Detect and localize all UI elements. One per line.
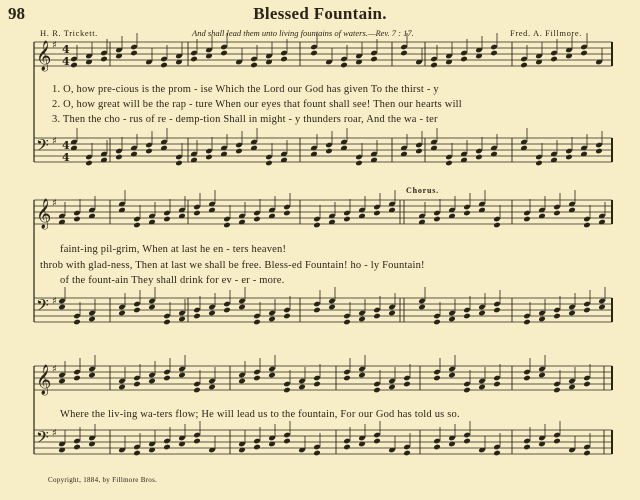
note-head [343,216,351,223]
note-head [100,56,108,63]
key-signature-sharp: ♯ [52,198,57,209]
time-signature-top: 4 [62,139,70,152]
note-head [373,313,381,320]
note-head [253,375,261,382]
note-head [178,372,186,379]
note-head [433,216,441,223]
lyric-line-s1-v1: 1. O, how pre-cious is the prom - ise Which the Lord our God has given To the thirst - y [52,84,439,95]
note-head [253,444,261,451]
lyricist-credit: H. R. Trickett. [40,28,98,38]
key-signature-sharp: ♯ [52,40,57,51]
note-head [583,381,591,388]
note-head [58,304,66,311]
note-head [223,222,231,229]
note-head [430,62,438,69]
note-head [238,304,246,311]
note-head [310,50,318,57]
note-head [403,450,411,457]
note-head [433,444,441,451]
note-head [253,216,261,223]
note-head [88,316,96,323]
note-head [193,387,201,394]
note-head [475,154,483,161]
treble-clef: 𝄞 [36,365,52,395]
note-head [298,384,306,391]
note-head [418,304,426,311]
note-head [130,50,138,57]
note-head [388,384,396,391]
note-head [433,319,441,326]
note-head [565,154,573,161]
note-head [598,304,606,311]
note-head [175,160,183,167]
note-head [523,216,531,223]
note-head [340,62,348,69]
note-head [523,319,531,326]
note-head [388,310,396,317]
bass-clef: 𝄢 [36,135,49,159]
note-head [133,450,141,457]
note-head [580,50,588,57]
note-head [448,316,456,323]
note-head [223,307,231,314]
song-title: Blessed Fountain. [253,4,387,23]
note-head [145,148,153,155]
note-head [193,313,201,320]
note-head [73,216,81,223]
note-head [235,148,243,155]
note-head [133,381,141,388]
note-head [583,222,591,229]
treble-clef: 𝄞 [36,199,52,229]
note-head [538,316,546,323]
note-head [553,313,561,320]
chorus-label: Chorus. [406,186,439,195]
lyric-line-s1-v3: 3. Then the cho - rus of re - demp-tion Shall in might - y thunders roar, And the wa - ter [52,114,438,125]
note-head [58,378,66,385]
note-head [73,319,81,326]
note-head [568,384,576,391]
note-head [445,160,453,167]
note-head [568,310,576,317]
note-head [163,444,171,451]
note-head [118,384,126,391]
note-head [433,375,441,382]
note-head [493,222,501,229]
lyric-line-s2-v1: faint-ing pil-grim, When at last he en - ters heaven! [60,244,287,255]
key-signature-sharp: ♯ [52,428,57,439]
note-head [163,319,171,326]
lyric-line-s1-v2: 2. O, how great will be the rap - ture When our eyes that fount shall see! Then our hearts will [52,99,462,110]
note-head [163,216,171,223]
key-signature-sharp: ♯ [52,296,57,307]
note-head [148,378,156,385]
note-head [283,313,291,320]
note-head [343,319,351,326]
note-head [583,450,591,457]
note-head [313,450,321,457]
note-head [343,444,351,451]
scripture-epigraph: And shall lead them unto living fountains of waters.—Rev. 7 : 17. [192,28,414,38]
time-signature-bottom: 4 [62,151,70,164]
note-head [280,56,288,63]
note-head [253,319,261,326]
note-head [373,438,381,445]
note-head [550,56,558,63]
note-head [463,210,471,217]
note-head [373,387,381,394]
note-head [493,450,501,457]
time-signature-bottom: 4 [62,55,70,68]
note-head [208,384,216,391]
note-head [283,387,291,394]
bass-clef: 𝄢 [36,427,49,451]
note-head [220,50,228,57]
note-head [520,62,528,69]
key-signature-sharp: ♯ [52,364,57,375]
note-head [373,210,381,217]
note-head [463,313,471,320]
note-head [313,222,321,229]
note-head [73,375,81,382]
note-head [463,438,471,445]
note-head [343,375,351,382]
lyric-line-s3-v1: Where the liv-ing wa-ters flow; He will lead us to the fountain, For our God has told us so. [60,409,460,420]
note-head [268,316,276,323]
lyric-line-s2-v2: throb with glad-ness, Then at last we shall be free. Bless-ed Fountain! ho - ly Fountain! [40,260,425,271]
lyric-line-s2-v3: of the fount-ain They shall drink for ev - er - more. [60,275,285,286]
note-head [85,160,93,167]
note-head [265,160,273,167]
copyright-notice: Copyright, 1884, by Fillmore Bros. [48,476,158,484]
note-head [358,316,366,323]
note-head [493,381,501,388]
note-head [553,210,561,217]
note-head [553,387,561,394]
time-signature-top: 4 [62,43,70,56]
note-head [73,444,81,451]
note-head [133,307,141,314]
note-head [148,304,156,311]
note-head [133,222,141,229]
note-head [370,56,378,63]
note-head [478,310,486,317]
key-signature-sharp: ♯ [52,136,57,147]
note-head [160,62,168,69]
note-head [325,148,333,155]
note-head [88,372,96,379]
note-head [193,210,201,217]
note-head [403,381,411,388]
note-head [400,50,408,57]
note-head [523,444,531,451]
note-head [178,316,186,323]
note-head [358,372,366,379]
note-head [415,148,423,155]
note-head [493,307,501,314]
note-head [283,438,291,445]
note-head [478,384,486,391]
note-head [355,160,363,167]
composer-credit: Fred. A. Fillmore. [510,28,582,38]
note-head [313,307,321,314]
note-head [70,62,78,69]
note-head [583,307,591,314]
note-head [313,381,321,388]
note-head [118,310,126,317]
treble-clef: 𝄞 [36,41,52,71]
note-head [553,438,561,445]
note-head [163,375,171,382]
note-head [460,56,468,63]
note-head [523,375,531,382]
note-head [490,50,498,57]
note-head [208,310,216,317]
note-head [538,372,546,379]
note-head [250,62,258,69]
note-head [283,210,291,217]
note-head [205,154,213,161]
bass-clef: 𝄢 [36,295,49,319]
note-head [190,56,198,63]
note-head [328,304,336,311]
note-head [595,148,603,155]
page-number: 98 [8,4,25,23]
note-head [238,378,246,385]
note-head [463,387,471,394]
note-head [268,372,276,379]
note-head [193,438,201,445]
note-head [535,160,543,167]
note-head [448,372,456,379]
note-head [115,154,123,161]
